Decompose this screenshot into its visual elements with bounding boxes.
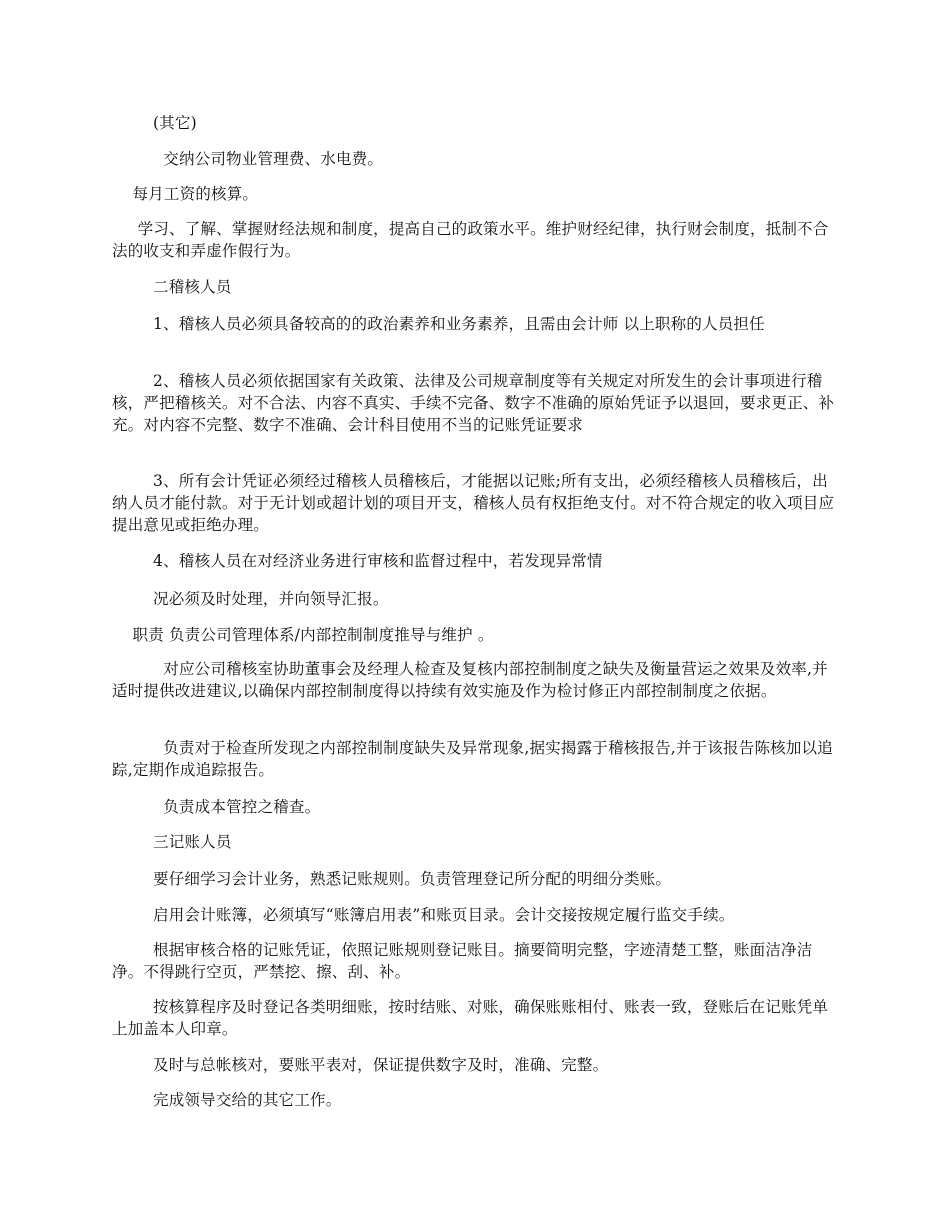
paragraph-ledger-entry: 根据审核合格的记账凭证，依照记账规则登记账目。摘要简明完整，字迹清楚工整，账面洁净洁净。不得跳行空页，严禁挖、擦、刮、补。 [112,941,813,981]
paragraph-internal-control-review: 对应公司稽核室协助董事会及经理人检查及复核内部控制制度之缺失及衡量营运之效果及效率,并适时提供改进建议,以确保内部控制制度得以持续有效实施及作为检讨修正内部控制制度之依据。 [112,660,828,700]
paragraph-reconcile: 及时与总帐核对，要账平表对，保证提供数字及时，准确、完整。 [112,1056,609,1074]
paragraph-auditor-rule-4: 4、稽核人员在对经济业务进行审核和监督过程中，若发现异常情 [112,552,603,570]
paragraph-deficiency-report: 负责对于检查所发现之内部控制制度缺失及异常现象,据实揭露于稽核报告,并于该报告陈核加以追踪,定期作成追踪报告。 [112,739,833,779]
paragraph-auditor-rule-4-cont: 况必须及时处理，并向领导汇报。 [112,590,389,608]
paragraph-detail-accounts: 按核算程序及时登记各类明细账，按时结账、对账，确保账账相付、账表一致，登账后在记账凭单上加盖本人印章。 [112,998,829,1038]
paragraph-salary: 每月工资的核算。 [112,185,259,203]
paragraph-other: (其它) [112,114,197,132]
paragraph-study-regulations: 学习、了解、掌握财经法规和制度，提高自己的政策水平。维护财经纪律，执行财会制度，抵制不合法的收支和弄虚作假行为。 [112,220,829,260]
section-heading-auditors: 二稽核人员 [112,278,232,296]
paragraph-auditor-rule-3: 3、所有会计凭证必须经过稽核人员稽核后，才能据以记账;所有支出，必须经稽核人员稽核后，出纳人员才能付款。对于无计划或超计划的项目开支，稽核人员有权拒绝支付。对不符合规定的收入项目应提出意见或拒绝办理。 [112,472,835,534]
paragraph-auditor-rule-1: 1、稽核人员必须具备较高的的政治素养和业务素养，且需由会计师 以上职称的人员担任 [112,315,765,333]
paragraph-cost-control: 负责成本管控之稽查。 [112,798,321,816]
paragraph-property-fees: 交纳公司物业管理费、水电费。 [112,150,384,168]
paragraph-other-tasks: 完成领导交给的其它工作。 [112,1091,342,1109]
paragraph-ledger-setup: 启用会计账簿，必须填写“账簿启用表”和账页目录。会计交接按规定履行监交手续。 [112,906,735,924]
paragraph-duties: 职责 负责公司管理体系/内部控制制度推导与维护 。 [112,626,494,644]
paragraph-auditor-rule-2: 2、稽核人员必须依据国家有关政策、法律及公司规章制度等有关规定对所发生的会计事项进行稽核，严把稽核关。对不合法、内容不真实、手续不完备、数字不准确的原始凭证予以退回，要求更正、补充。对内容不完整、数字不准确、会计科目使用不当的记账凭证要求 [112,372,835,434]
paragraph-bookkeeper-study: 要仔细学习会计业务，熟悉记账规则。负责管理登记所分配的明细分类账。 [112,870,672,888]
section-heading-bookkeepers: 三记账人员 [112,833,232,851]
